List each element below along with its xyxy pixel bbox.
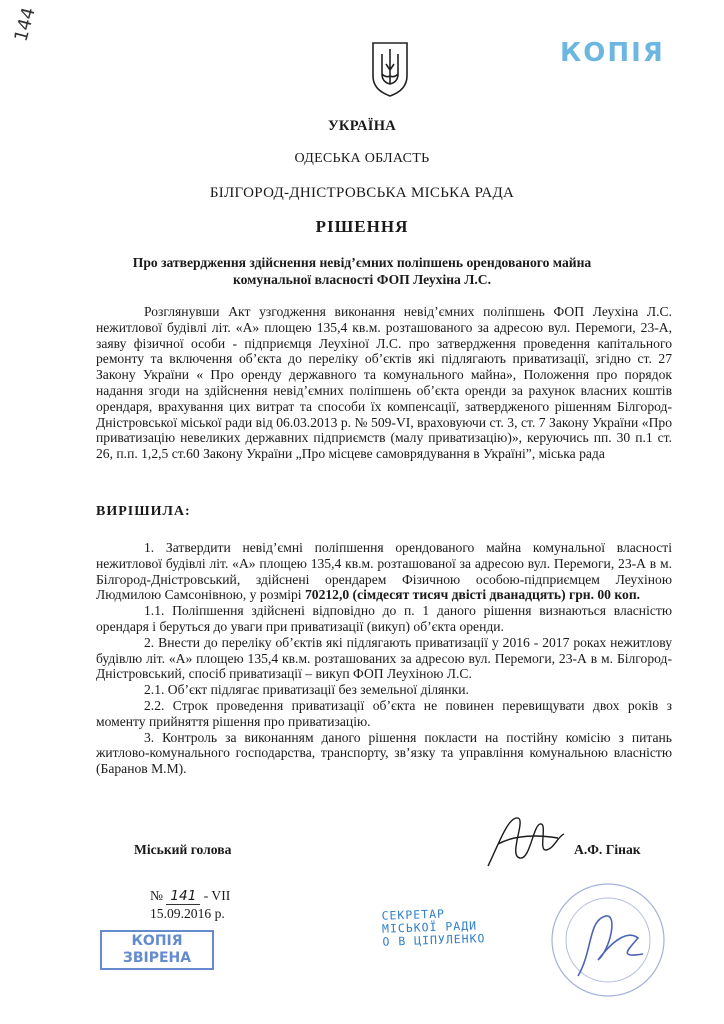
secretary-line-1: СЕКРЕТАР: [381, 906, 446, 923]
preamble-text: Розглянувши Акт узгодження виконання невід’ємних поліпшень ФОП Леухіна Л.С. нежитлової будівлі літ. «А» площею 135,4 кв.м. розташованого за адресою вул. Перемоги, 23-А, заяву фізичної особи - підприємця Леухіної Л.С. про затвердження проведення капітального ремонту та включення об’єкта до переліку об’єктів які підлягають приватизації, згідно ст. 27 Закону України « Про оренду державного та комунального майна», Положення про порядок надання згоди на здійснення невід’ємних поліпшень об’єкта оренди за рахунок власних коштів орендаря, врахування цих витрат та способи їх компенсації, затвердженого рішенням Білгород-Дністровської міської ради від 06.03.2013 р. № 509-VI, враховуючи ст. 3, ст. 7 Закону України «Про приватизацію невеликих державних підприємств (малу приватизацію)», керуючись пп. 30 п.1 ст. 26, п.п. 1,2,5 ст.60 Закону України „Про місцеве самоврядування в Україні”, міська рада: [96, 304, 672, 462]
round-seal-icon: [548, 880, 668, 1000]
secretary-stamp: [381, 906, 485, 949]
item-2-1: 2.1. Об’єкт підлягає приватизації без земельної ділянки.: [144, 682, 469, 698]
header-region: ОДЕСЬКА ОБЛАСТЬ: [294, 151, 430, 166]
item-1-1: 1.1. Поліпшення здійснені відповідно до п. 1 даного рішення визнаються власністю орендаря і беруться до уваги при приватизації (викуп) об’єкта оренди.: [96, 603, 672, 634]
header-council: БІЛГОРОД-ДНІСТРОВСЬКА МІСЬКА РАДА: [209, 185, 515, 201]
header-doc-type: РІШЕННЯ: [315, 217, 409, 236]
item-1-text: 1. Затвердити невід’ємні поліпшення орендованого майна комунальної власності нежитлової будівлі літ. «А» площею 135,4 кв.м. розташованої за адресою вул. Перемоги, 23-А в м. Білгород-Дністровський, здійснені орендарем Фізичною особою-підприємцем Леухіною Людмилою Самсонівною, у розмірі: [96, 540, 672, 603]
preamble: [96, 304, 672, 462]
copy-verified-line-1: КОПІЯ: [131, 933, 183, 949]
item-2-2: 2.2. Строк проведення приватизації об’єкта не повинен перевищувати двох років з моменту прийняття рішення про приватизацію.: [96, 697, 672, 729]
doc-number-prefix: №: [150, 888, 163, 903]
coat-of-arms-icon: [370, 40, 410, 98]
subject-line-1: Про затвердження здійснення невід’ємних поліпшень орендованого майна: [132, 255, 592, 270]
mayor-title: Міський голова: [134, 842, 232, 857]
secretary-line-2: МІСЬКОЇ РАДИ: [381, 918, 478, 936]
decision-items: [96, 540, 672, 777]
header-country: УКРАЇНА: [327, 118, 397, 134]
copy-stamp: КОПІЯ: [560, 38, 665, 68]
doc-date: 15.09.2016 р.: [150, 906, 225, 921]
decided-label: ВИРІШИЛА:: [96, 504, 191, 519]
secretary-line-3: О В ЦІПУЛЕНКО: [382, 931, 486, 949]
subject-line-2: комунальної власності ФОП Леухіна Л.С.: [232, 272, 491, 287]
handwritten-signature-icon: [478, 806, 568, 876]
copy-verified-stamp: [100, 930, 214, 970]
doc-number-handwritten: 141: [166, 888, 200, 905]
mayor-name: А.Ф. Гінак: [574, 842, 641, 857]
item-3: 3. Контроль за виконанням даного рішення покласти на постійну комісію з питань житлово-комунального господарства, транспорту, зв’язку та управління комунальною власністю (Баранов М.М).: [96, 729, 672, 777]
copy-verified-line-2: ЗВІРЕНА: [122, 950, 192, 966]
item-2: 2. Внести до переліку об’єктів які підлягають приватизації у 2016 - 2017 роках нежитлову будівлю літ. «А» площею 135,4 кв.м. розташованих за адресою вул. Перемоги, 23-А в м. Білгород-Дністровський, спосіб приватизації – викуп ФОП Леухіною Л.С.: [96, 634, 672, 682]
doc-number-suffix: - VII: [203, 888, 231, 903]
item-1-amount: 70212,0 (сімдесят тисяч двісті дванадцять) грн. 00 коп.: [304, 587, 641, 603]
doc-number: [150, 888, 230, 904]
margin-note: 144: [10, 5, 40, 44]
item-1: [96, 540, 672, 603]
